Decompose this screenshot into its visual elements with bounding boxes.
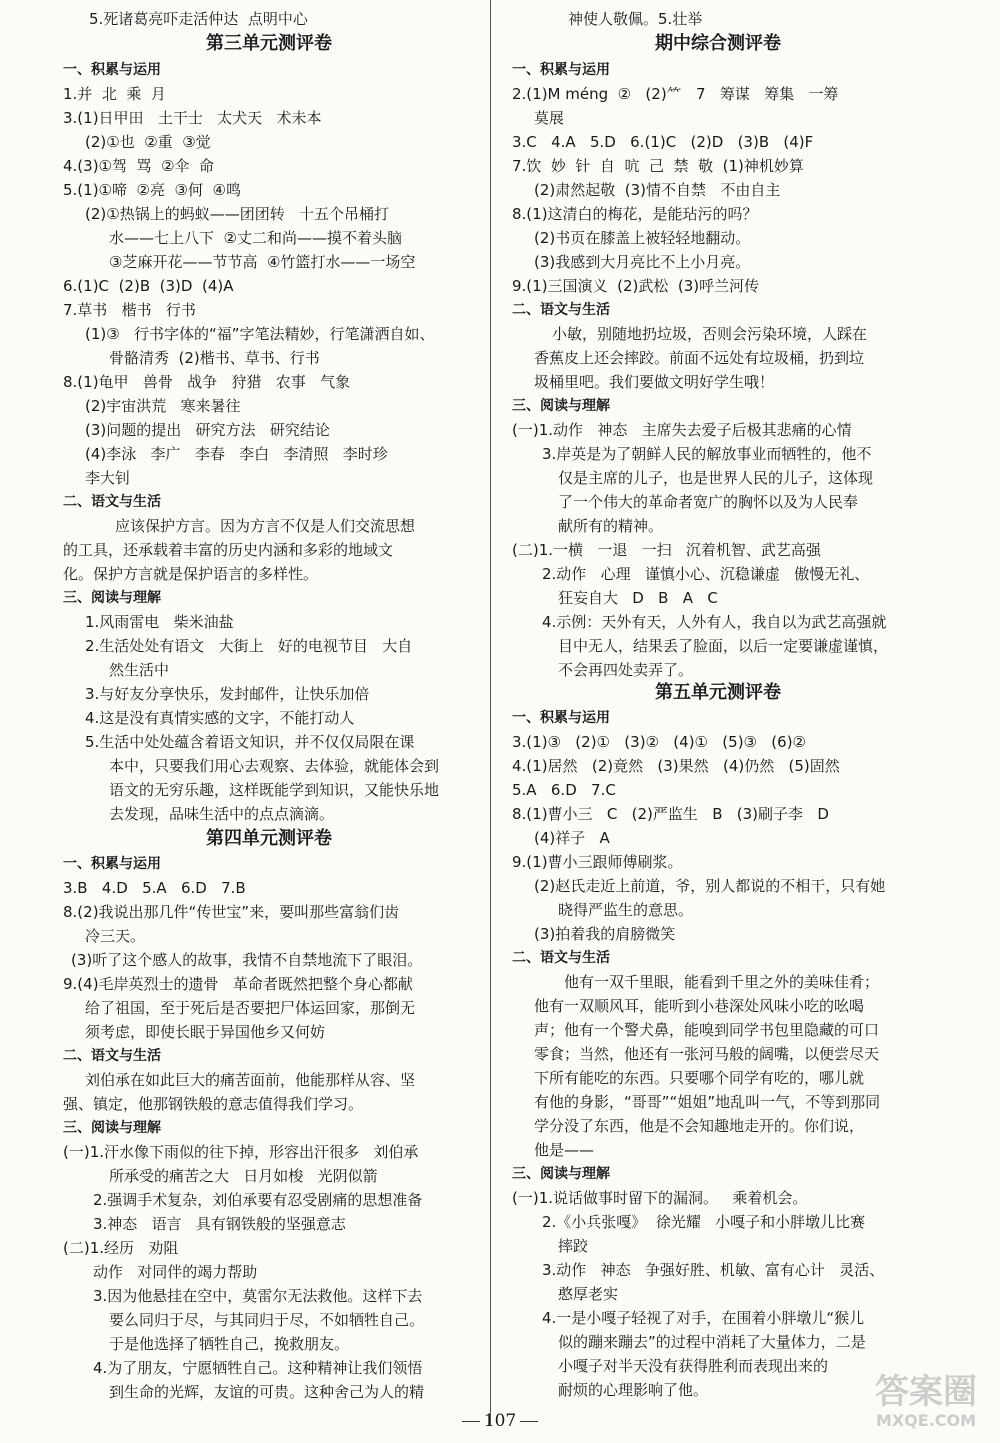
answer-line: 骨骼清秀 (2)楷书、草书、行书	[109, 349, 320, 367]
watermark-logo	[866, 1373, 986, 1435]
answer-line: 3.C 4.A 5.D 6.(1)C (2)D (3)B (4)F	[512, 133, 814, 151]
section-heading: 一、积累与运用	[63, 62, 161, 78]
answer-line: 不会再四处卖弄了。	[558, 661, 694, 679]
answer-line: 给了祖国，至于死后是否要把尸体运回家，那倒无	[85, 999, 416, 1017]
page-number: 107	[440, 1411, 560, 1431]
section-heading: 二、语文与生活	[512, 950, 610, 966]
answer-line: 于是他选择了牺牲自己，挽救朋友。	[109, 1335, 350, 1353]
answer-line: 冷三天。	[85, 927, 146, 945]
answer-line: (一)1.说话做事时留下的漏洞。 乘着机会。	[512, 1189, 808, 1207]
answer-line: 5.生活中处处蕴含着语文知识，并不仅仅局限在课	[85, 733, 415, 751]
answer-line: 化。保护方言就是保护语言的多样性。	[63, 565, 319, 583]
answer-line: 6.(1)C (2)B (3)D (4)A	[63, 277, 234, 295]
answer-line: (2)书页在膝盖上被轻轻地翻动。	[534, 229, 751, 247]
answer-line: 8.(1)龟甲 兽骨 战争 狩猎 农事 气象	[63, 373, 351, 391]
answer-line: 3.动作 神态 争强好胜、机敏、富有心计 灵活、	[542, 1261, 885, 1279]
unit-heading: 第五单元测评卷	[655, 682, 781, 703]
answer-line: (一)1.汗水像下雨似的往下掉，形容出汗很多 刘伯承	[63, 1143, 419, 1161]
answer-line: (3)问题的提出 研究方法 研究结论	[85, 421, 330, 439]
answer-line: (4)李泳 李广 李春 李白 李清照 李时珍	[85, 445, 388, 463]
answer-line: 须考虑，即使长眠于异国他乡又何妨	[85, 1023, 326, 1041]
answer-line: 似的蹦来蹦去”的过程中消耗了大量体力，二是	[558, 1333, 866, 1351]
answer-line: 他是——	[534, 1141, 595, 1159]
answer-line: 去发现，品味生活中的点点滴滴。	[109, 805, 335, 823]
answer-line: 目中无人，结果丢了脸面，以后一定要谦虚谨慎，	[558, 637, 889, 655]
answer-line: 声；他有一个警犬鼻，能嗅到同学书包里隐藏的可口	[534, 1021, 880, 1039]
answer-line: 2.动作 心理 谨慎小心、沉稳谦虚 傲慢无礼、	[542, 565, 870, 583]
section-heading: 二、语文与生活	[512, 302, 610, 318]
answer-line: 晓得严监生的意思。	[558, 901, 694, 919]
section-heading: 一、积累与运用	[512, 62, 610, 78]
answer-line: 仅是主席的儿子，也是世界人民的儿子，这体现	[558, 469, 874, 487]
answer-line: 9.(1)三国演义 (2)武松 (3)呼兰河传	[512, 277, 760, 295]
answer-line: 小敏，别随地扔垃圾，否则会污染环境，人踩在	[552, 325, 868, 343]
answer-line: (3)拍着我的肩膀微笑	[534, 925, 676, 943]
answer-line: 3.神态 语言 具有钢铁般的坚强意志	[93, 1215, 346, 1233]
answer-line: 香蕉皮上还会摔跤。前面不远处有垃圾桶，扔到垃	[534, 349, 865, 367]
answer-line: 5.A 6.D 7.C	[512, 781, 616, 799]
answer-line: 2.《小兵张嘎》 徐光耀 小嘎子和小胖墩儿比赛	[542, 1213, 866, 1231]
section-heading: 二、语文与生活	[63, 494, 161, 510]
answer-line: (2)赵氏走近上前道，爷，别人都说的不相干，只有她	[534, 877, 886, 895]
answer-line: 了一个伟大的革命者宽广的胸怀以及为人民奉	[558, 493, 859, 511]
answer-line: 3.B 4.D 5.A 6.D 7.B	[63, 879, 246, 897]
section-heading: 三、阅读与理解	[512, 1166, 610, 1182]
answer-line: 9.(1)曹小三跟师傅刷浆。	[512, 853, 683, 871]
answer-line: 1.并 北 乘 月	[63, 85, 166, 103]
unit-heading: 期中综合测评卷	[655, 33, 781, 54]
answer-line: (1)③ 行书字体的“福”字笔法精妙，行笔潇洒自如、	[85, 325, 435, 343]
watermark-badge: 答案圈	[875, 1372, 977, 1412]
answer-line: 4.一是小嘎子轻视了对手，在围着小胖墩儿“猴儿	[542, 1309, 865, 1327]
answer-line: 3.与好友分享快乐，发封邮件，让快乐加倍	[85, 685, 370, 703]
answer-line: 2.强调手术复杂，刘伯承要有忍受剧痛的思想准备	[93, 1191, 423, 1209]
answer-line: 憨厚老实	[558, 1285, 619, 1303]
section-heading: 一、积累与运用	[512, 710, 610, 726]
answer-line: 4.(3)①驾 骂 ②伞 命	[63, 157, 215, 175]
answer-line: 下所有能吃的东西。只要哪个同学有吃的，哪儿就	[534, 1069, 865, 1087]
column-divider	[490, 0, 491, 1425]
answer-line: 8.(2)我说出那几件“传世宝”来，要叫那些富翁们齿	[63, 903, 400, 921]
answer-line: 所承受的痛苦之大 日月如梭 光阴似箭	[109, 1167, 378, 1185]
answer-line: 水——七上八下 ②丈二和尚——摸不着头脑	[109, 229, 402, 247]
answer-line: 李大钊	[85, 469, 131, 487]
unit-heading: 第四单元测评卷	[206, 828, 332, 849]
answer-line: (2)①热锅上的蚂蚁——团团转 十五个吊桶打	[85, 205, 390, 223]
answer-line: 3.(1)日甲田 土干士 太犬天 术未本	[63, 109, 322, 127]
section-heading: 三、阅读与理解	[63, 590, 161, 606]
answer-line: 8.(1)这清白的梅花，是能玷污的吗？	[512, 205, 758, 223]
answer-line: 1.风雨雷电 柴米油盐	[85, 613, 234, 631]
answer-line: 他有一双顺风耳，能听到小巷深处风味小吃的吆喝	[534, 997, 865, 1015]
answer-line: (二)1.一横 一退 一扫 沉着机智、武艺高强	[512, 541, 821, 559]
answer-line: 狂妄自大 D B A C	[558, 589, 718, 607]
answer-line: 2.(1)M méng ② (2)⺮ 7 筹谋 筹集 一筹	[512, 85, 839, 103]
watermark-text: MXQE.COM	[875, 1411, 977, 1430]
section-heading: 三、阅读与理解	[512, 398, 610, 414]
answer-line: ③芝麻开花——节节高 ④竹篮打水——一场空	[109, 253, 416, 271]
answer-line: 5.死诸葛亮吓走活仲达 点明中心	[89, 10, 308, 28]
answer-line: 耐烦的心理影响了他。	[558, 1381, 709, 1399]
answer-line: 3.因为他悬挂在空中，莫雷尔无法救他。这样下去	[93, 1287, 423, 1305]
section-heading: 二、语文与生活	[63, 1048, 161, 1064]
answer-line: 7.饮 妙 针 自 吭 己 禁 敬 (1)神机妙算	[512, 157, 804, 175]
answer-line: 5.(1)①啼 ②亮 ③何 ④鸣	[63, 181, 241, 199]
section-heading: 一、积累与运用	[63, 856, 161, 872]
answer-line: 刘伯承在如此巨大的痛苦面前，他能那样从容、坚	[85, 1071, 416, 1089]
section-heading: 三、阅读与理解	[63, 1120, 161, 1136]
answer-line: (二)1.经历 劝阻	[63, 1239, 179, 1257]
answer-line: 4.示例：天外有天，人外有人，我自以为武艺高强就	[542, 613, 887, 631]
answer-line: (3)听了这个感人的故事，我情不自禁地流下了眼泪。	[71, 951, 423, 969]
answer-line: 4.为了朋友，宁愿牺牲自己。这种精神让我们领悟	[93, 1359, 423, 1377]
answer-line: 4.这是没有真情实感的文字，不能打动人	[85, 709, 355, 727]
answer-line: 圾桶里吧。我们要做文明好学生哦！	[534, 373, 775, 391]
answer-line: 然生活中	[109, 661, 170, 679]
answer-line: 3.(1)③ (2)① (3)② (4)① (5)③ (6)②	[512, 733, 807, 751]
answer-line: 献所有的精神。	[558, 517, 664, 535]
answer-line: 莫展	[534, 109, 565, 127]
answer-line: 神使人敬佩。5.壮举	[568, 10, 703, 28]
answer-line: 应该保护方言。因为方言不仅是人们交流思想	[115, 517, 416, 535]
answer-line: 学分没了东西，他是不会知趣地走开的。你们说，	[534, 1117, 865, 1135]
answer-line: 4.(1)居然 (2)竟然 (3)果然 (4)仍然 (5)固然	[512, 757, 840, 775]
answer-line: 本中，只要我们用心去观察、去体验，就能体会到	[109, 757, 440, 775]
answer-line: (4)祥子 A	[534, 829, 610, 847]
answer-line: (一)1.动作 神态 主席失去爱子后极其悲痛的心情	[512, 421, 852, 439]
answer-line: 零食；当然，他还有一张河马般的阔嘴，以便尝尽天	[534, 1045, 880, 1063]
answer-line: 8.(1)曹小三 C (2)严监生 B (3)刷子李 D	[512, 805, 829, 823]
answer-line: 强、镇定，他那钢铁般的意志值得我们学习。	[63, 1095, 364, 1113]
answer-line: (2)肃然起敬 (3)情不自禁 不由自主	[534, 181, 781, 199]
answer-line: 摔跤	[558, 1237, 589, 1255]
answer-line: 他有一双千里眼，能看到千里之外的美味佳肴；	[564, 973, 880, 991]
answer-line: 到生命的光辉，友谊的可贵。这种舍己为人的精	[109, 1383, 425, 1401]
answer-line: 2.生活处处有语文 大街上 好的电视节目 大自	[85, 637, 413, 655]
answer-line: 3.岸英是为了朝鲜人民的解放事业而牺牲的，他不	[542, 445, 872, 463]
answer-line: 语文的无穷乐趣，这样既能学到知识，又能快乐地	[109, 781, 440, 799]
answer-line: 7.草书 楷书 行书	[63, 301, 196, 319]
answer-line: 动作 对同伴的竭力帮助	[93, 1263, 258, 1281]
answer-line: 9.(4)毛岸英烈士的遗骨 革命者既然把整个身心都献	[63, 975, 413, 993]
answer-line: (2)①也 ②重 ③觉	[85, 133, 211, 151]
answer-line: 有他的身影，“哥哥”“姐姐”地乱叫一气，不等到那同	[534, 1093, 881, 1111]
answer-line: (2)宇宙洪荒 寒来暑往	[85, 397, 241, 415]
answer-line: 的工具，还承载着丰富的历史内涵和多彩的地域文	[63, 541, 394, 559]
answer-line: 小嘎子对半天没有获得胜利而表现出来的	[558, 1357, 829, 1375]
unit-heading: 第三单元测评卷	[206, 33, 332, 54]
answer-line: (3)我感到大月亮比不上小月亮。	[534, 253, 751, 271]
answer-line: 要么同归于尽，与其同归于尽，不如牺牲自己。	[109, 1311, 425, 1329]
